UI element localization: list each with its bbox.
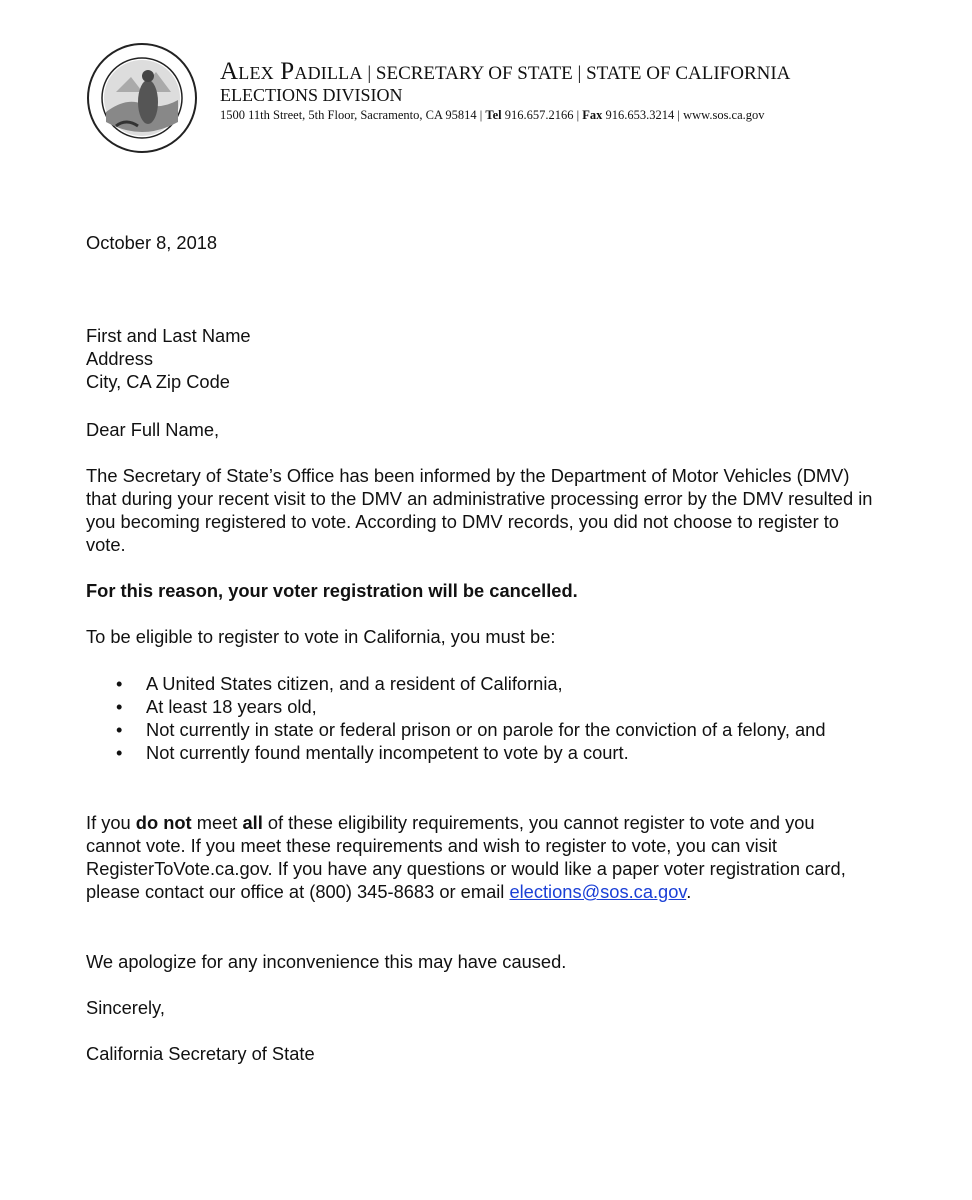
state-name: STATE OF CALIFORNIA [586,63,791,84]
division: ELECTIONS DIVISION [220,85,403,105]
website: www.sos.ca.gov [683,108,765,122]
closing: Sincerely, [86,997,165,1018]
eligibility-intro: To be eligible to register to vote in California, you must be: [86,626,556,647]
official-title: SECRETARY OF STATE [375,63,573,84]
list-item: • Not currently in state or federal prison or on parole for the conviction of a felony, and [86,718,876,741]
signature: California Secretary of State [86,1043,315,1064]
salutation: Dear Full Name, [86,419,220,440]
great-seal-icon [86,42,198,154]
list-item: • At least 18 years old, [86,695,876,718]
requirements-list [86,672,876,764]
list-item: • A United States citizen, and a resident of California, [86,672,876,695]
email-link[interactable]: elections@sos.ca.gov [509,881,687,902]
paragraph-2: If you do not meet all of these eligibility requirements, you cannot register to vote and you cannot vote. If you meet these requirements and wish to register to vote, you can visit RegisterToVote.ca.gov. If you have any questions or would like a paper voter registration card, please contact our office at (800) 345-8683 or email elections@sos.ca.gov. [86,812,846,902]
apology: We apologize for any inconvenience this may have caused. [86,951,567,972]
contact-line: 1500 11th Street, 5th Floor, Sacramento, CA 95814 | Tel 916.657.2166 | Fax 916.653.3214 | www.sos.ca.gov [220,108,765,122]
paragraph-1: The Secretary of State’s Office has been informed by the Department of Motor Vehicles (DMV) that during your recent visit to the DMV an administrative processing error by the DMV resulted in you becoming registered to vote. According to DMV records, you did not choose to register to vote. [86,465,873,555]
official-name: Alex Padilla [220,58,363,85]
recipient-block: First and Last Name Address City, CA Zip Code [86,325,251,392]
list-item: • Not currently found mentally incompetent to vote by a court. [86,741,876,764]
cancellation-notice: For this reason, your voter registration will be cancelled. [86,580,578,601]
letter-date: October 8, 2018 [86,232,218,253]
letterhead: Alex Padilla | SECRETARY OF STATE | STATE OF CALIFORNIA ELECTIONS DIVISION 1500 11th Street, 5th Floor, Sacramento, CA 95814 | Tel 916.657.2166 | Fax 916.653.3214 | www.sos.ca.gov [220,60,790,126]
